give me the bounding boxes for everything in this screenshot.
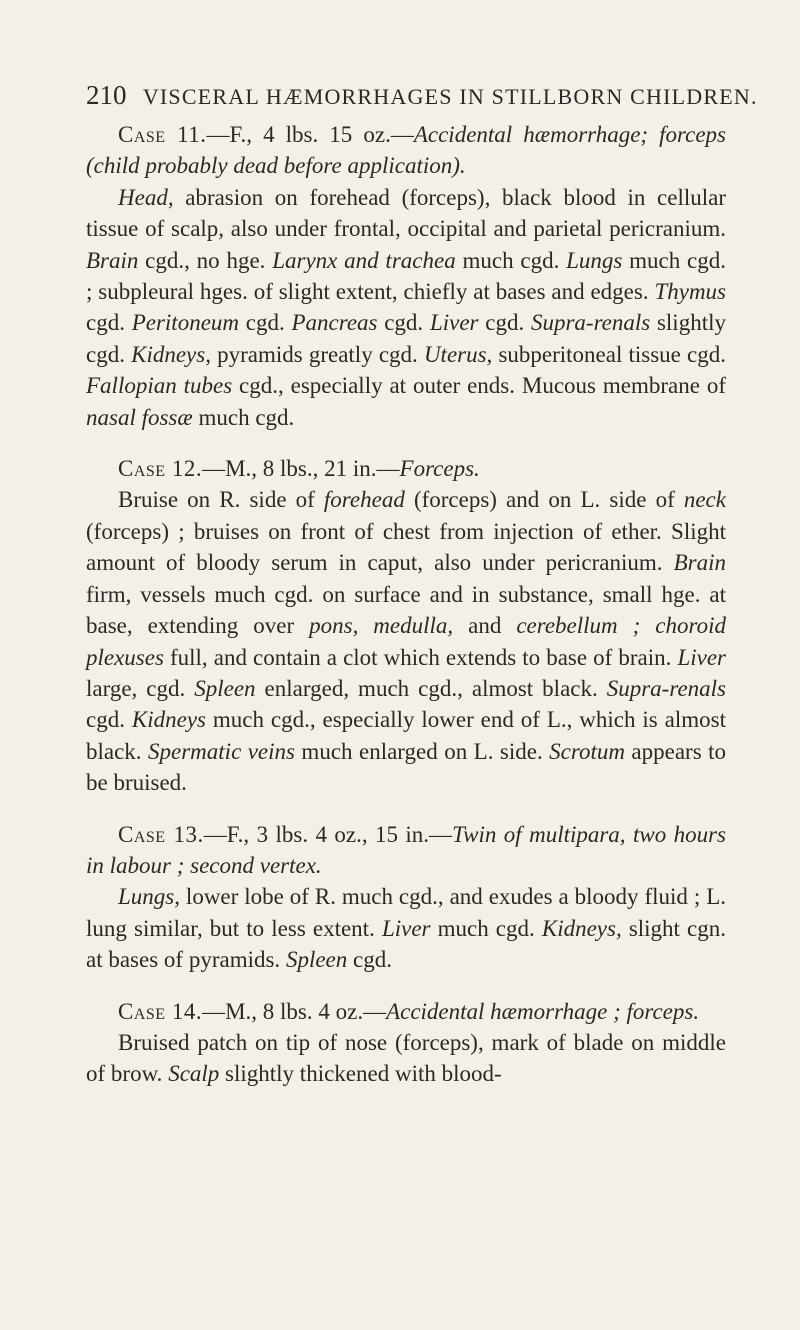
text-run: cgd.: [239, 310, 292, 336]
italic-term: Accidental hæmorrhage ; forceps.: [386, 998, 700, 1024]
italic-term: Supra-renals: [606, 675, 726, 701]
text-run: large, cgd.: [86, 675, 195, 701]
text-run: (forceps) and on L. side of: [404, 487, 684, 513]
text-run: lower lobe of R. much cgd., and exudes a bloody fluid ; L. lung similar, but to less extent.: [86, 884, 726, 941]
text-run: —F., 4 lbs. 15 oz.—: [206, 122, 414, 147]
italic-term: Liver: [677, 644, 726, 670]
text-run: much cgd., especially lower end of L., which is almost black.: [86, 707, 726, 764]
text-run: —F., 3 lbs. 4 oz., 15 in.—: [203, 821, 453, 847]
case-findings: [86, 182, 726, 433]
case-label: Case 12.: [118, 456, 203, 482]
text-run: much cgd. ; subpleural hges. of slight extent, chiefly at bases and edges.: [86, 247, 727, 305]
italic-term: Lungs,: [118, 884, 180, 910]
italic-term: Brain: [673, 550, 726, 576]
text-run: cgd.: [86, 707, 132, 733]
case-heading: [86, 996, 726, 1027]
italic-term: Supra-renals: [530, 310, 651, 336]
italic-term: Uterus,: [423, 341, 493, 367]
italic-term: Larynx and trachea: [272, 247, 456, 273]
case-label: Case 11.: [118, 122, 207, 147]
case-heading: [86, 819, 726, 882]
italic-term: Brain: [86, 247, 139, 273]
case-heading: [86, 453, 726, 484]
page-number: 210: [86, 80, 127, 110]
text-run: full, and contain a clot which extends to base of brain.: [163, 644, 678, 670]
text-run: cgd., no hge.: [138, 247, 273, 273]
italic-term: Spleen: [194, 675, 256, 701]
text-run: cgd.: [86, 310, 132, 336]
case-findings: [86, 1027, 726, 1090]
text-run: abrasion on forehead (forceps), black blood in cellular tissue of scalp, also under frontal, occipital and parietal pericranium.: [86, 184, 726, 242]
text-run: pyramids greatly cgd.: [210, 341, 424, 367]
italic-term: Head,: [118, 184, 174, 210]
text-run: enlarged, much cgd., almost black.: [255, 675, 607, 701]
italic-term: Liver: [381, 915, 431, 941]
case-findings: [86, 484, 726, 798]
text-run: cgd.: [377, 310, 430, 336]
italic-term: Accidental hæmorrhage; forceps (child probably dead before application).: [86, 122, 726, 179]
italic-term: cerebellum ; choroid plexuses: [86, 613, 726, 670]
text-run: Bruised patch on tip of nose (forceps), mark of blade on middle of brow.: [86, 1029, 726, 1087]
italic-term: Lungs: [566, 247, 623, 273]
text-run: and: [453, 613, 517, 639]
text-run: firm, vessels much cgd. on surface and in substance, small hge. at base, extending over: [86, 581, 726, 639]
text-run: much cgd.: [455, 247, 567, 273]
italic-term: Scrotum: [549, 738, 625, 764]
text-run: slight cgn. at bases of pyramids.: [86, 915, 726, 973]
case-label: Case 13.: [118, 821, 204, 847]
italic-term: Liver: [429, 310, 479, 336]
case-findings: [86, 881, 726, 975]
italic-term: forehead: [323, 487, 405, 513]
italic-term: Scalp: [168, 1061, 220, 1087]
text-run: Bruise on R. side of: [118, 487, 324, 513]
case-label: Case 14.: [118, 998, 203, 1024]
italic-term: Spermatic veins: [148, 738, 295, 764]
italic-term: neck: [683, 487, 726, 513]
text-run: appears to be bruised.: [86, 738, 726, 796]
italic-term: Forceps.: [399, 456, 480, 482]
text-run: cgd.: [478, 310, 531, 336]
italic-term: Peritoneum: [131, 310, 240, 336]
italic-term: nasal fossæ: [86, 404, 193, 430]
text-run: much cgd.: [430, 915, 542, 941]
italic-term: Twin of multipara, two hours in labour ; second vertex.: [86, 821, 727, 878]
text-run: cgd., especially at outer ends. Mucous membrane of: [232, 373, 726, 399]
italic-term: Kidneys: [131, 707, 206, 733]
text-run: slightly cgd.: [86, 310, 726, 367]
page-body: [86, 119, 726, 1090]
italic-term: Pancreas: [291, 310, 378, 336]
text-run: slightly thickened with blood-: [219, 1061, 502, 1087]
italic-term: Kidneys,: [541, 915, 622, 941]
italic-term: Kidneys,: [131, 341, 211, 367]
running-title: VISCERAL HÆMORRHAGES IN STILLBORN CHILDREN.: [142, 84, 758, 109]
text-run: (forceps) ; bruises on front of chest from injection of ether. Slight amount of bloody serum in caput, also under pericranium.: [86, 518, 726, 576]
text-run: —M., 8 lbs., 21 in.—: [202, 456, 400, 482]
italic-term: Spleen: [285, 947, 348, 973]
text-run: much enlarged on L. side.: [294, 738, 550, 764]
italic-term: Fallopian tubes: [86, 373, 233, 399]
running-head: [86, 80, 758, 111]
text-run: much cgd.: [192, 404, 295, 430]
italic-term: Thymus: [654, 279, 726, 305]
text-run: subperitoneal tissue cgd.: [492, 341, 726, 367]
text-run: —M., 8 lbs. 4 oz.—: [202, 998, 387, 1024]
text-run: cgd.: [347, 947, 392, 973]
italic-term: pons, medulla,: [309, 613, 454, 639]
case-heading: [86, 119, 726, 182]
